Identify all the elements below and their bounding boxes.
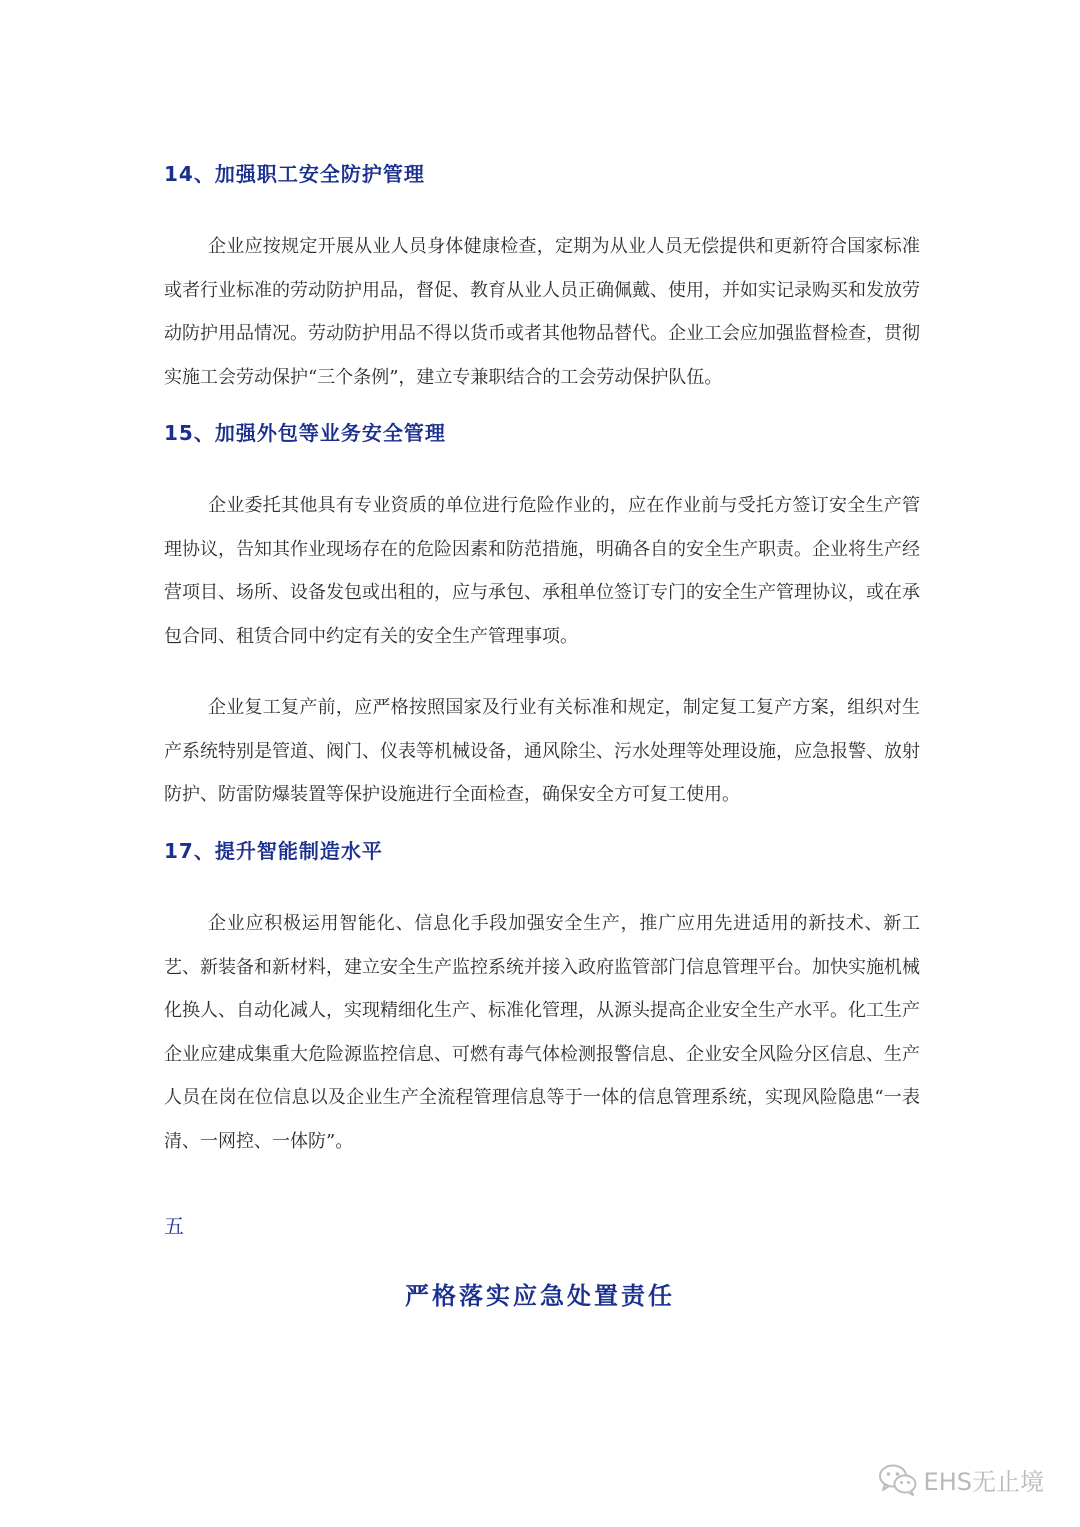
section-heading-15: 15、加强外包等业务安全管理 bbox=[164, 421, 446, 445]
paragraph: 企业委托其他具有专业资质的单位进行危险作业的，应在作业前与受托方签订安全生产管理协议，告知其作业现场存在的危险因素和防范措施，明确各自的安全生产职责。企业将生产经营项目、场所、设备发包或出租的，应与承包、承租单位签订专门的安全生产管理协议，或在承包合同、租赁合同中约定有关的安全生产管理事项。 bbox=[164, 495, 920, 647]
section-heading-14: 14、加强职工安全防护管理 bbox=[164, 162, 425, 186]
paragraph: 企业应按规定开展从业人员身体健康检查，定期为从业人员无偿提供和更新符合国家标准或者行业标准的劳动防护用品，督促、教育从业人员正确佩戴、使用，并如实记录购买和发放劳动防护用品情况。劳动防护用品不得以货币或者其他物品替代。企业工会应加强监督检查，贯彻实施工会劳动保护“三个条例”，建立专兼职结合的工会劳动保护队伍。 bbox=[164, 236, 920, 388]
paragraph: 企业复工复产前，应严格按照国家及行业有关标准和规定，制定复工复产方案，组织对生产系统特别是管道、阀门、仪表等机械设备，通风除尘、污水处理等处理设施，应急报警、放射防护、防雷防爆装置等保护设施进行全面检查，确保安全方可复工使用。 bbox=[164, 697, 920, 805]
watermark-text: EHS无止境 bbox=[923, 1468, 1044, 1496]
chapter-number: 五 bbox=[164, 1214, 184, 1238]
chapter-title: 严格落实应急处置责任 bbox=[405, 1281, 675, 1310]
watermark bbox=[878, 1462, 1044, 1497]
wechat-icon bbox=[878, 1463, 918, 1497]
section-heading-17: 17、提升智能制造水平 bbox=[164, 839, 383, 863]
paragraph: 企业应积极运用智能化、信息化手段加强安全生产，推广应用先进适用的新技术、新工艺、新装备和新材料，建立安全生产监控系统并接入政府监管部门信息管理平台。加快实施机械化换人、自动化减人，实现精细化生产、标准化管理，从源头提高企业安全生产水平。化工生产企业应建成集重大危险源监控信息、可燃有毒气体检测报警信息、企业安全风险分区信息、生产人员在岗在位信息以及企业生产全流程管理信息等于一体的信息管理系统，实现风险隐患“一表清、一网控、一体防”。 bbox=[164, 913, 920, 1152]
